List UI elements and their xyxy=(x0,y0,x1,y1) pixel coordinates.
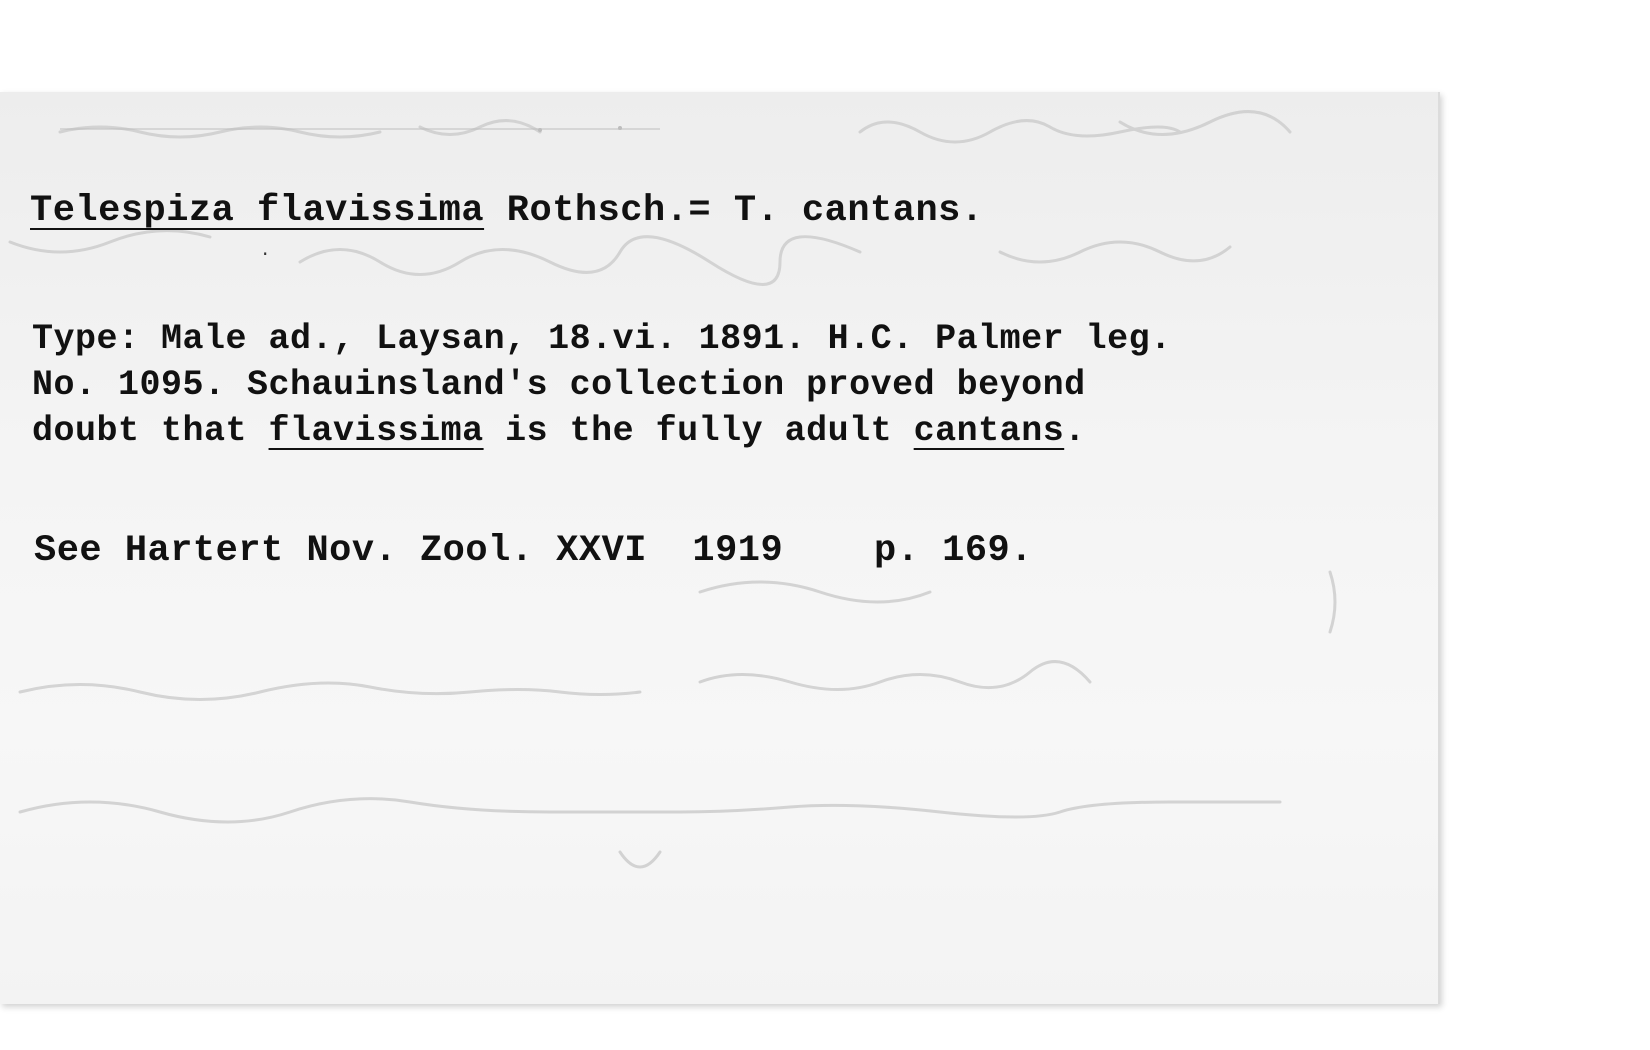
index-card xyxy=(0,92,1440,1004)
type-note-line-2: No. 1095. Schauinsland's collection proved beyond xyxy=(32,365,1086,405)
name-cantans: cantans xyxy=(913,411,1065,451)
name-flavissima: flavissima xyxy=(268,411,484,451)
literature-reference: See Hartert Nov. Zool. XXVI 1919 p. 169. xyxy=(34,530,1033,572)
synonym-note: Rothsch.= T. cantans. xyxy=(484,190,984,232)
type-note-line-3 xyxy=(32,408,1172,454)
species-name: Telespiza flavissima xyxy=(30,190,485,232)
line3-end: . xyxy=(1064,411,1086,451)
line3-middle: is the fully adult xyxy=(483,411,914,451)
line3-prefix: doubt that xyxy=(32,411,269,451)
ink-speck: · xyxy=(262,242,269,266)
type-specimen-note xyxy=(32,316,1172,454)
card-title xyxy=(30,190,984,232)
type-note-line-1: Type: Male ad., Laysan, 18.vi. 1891. H.C. Palmer leg. xyxy=(32,319,1172,359)
